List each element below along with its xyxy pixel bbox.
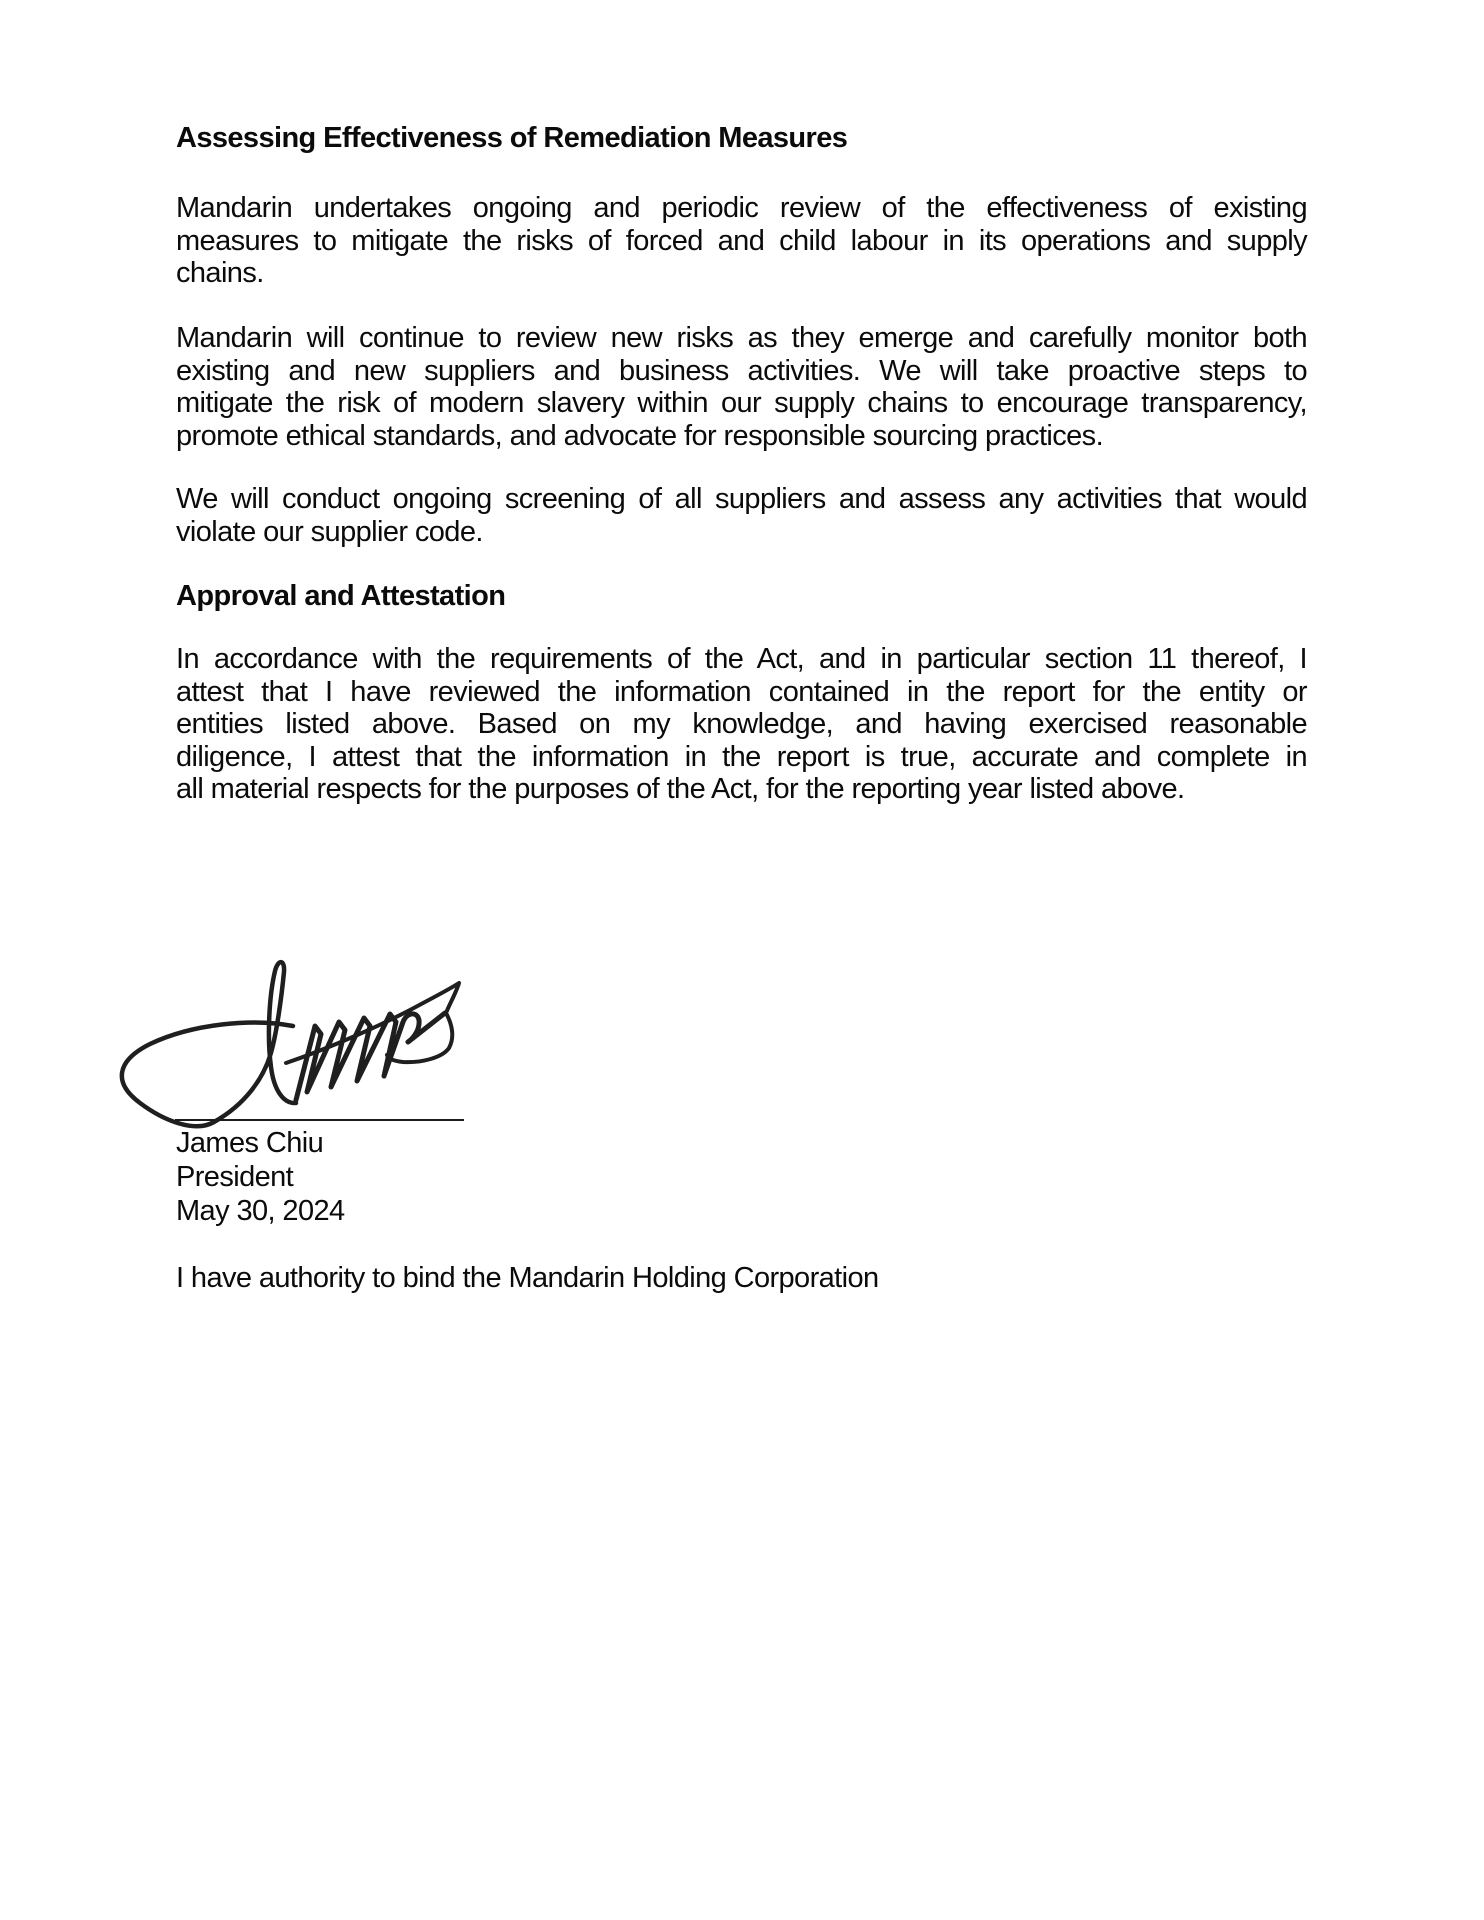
text-line: measures to mitigate the risks of forced and child labour in its operations and supply xyxy=(176,224,1307,257)
text-line: entities listed above. Based on my knowledge, and having exercised reasonable xyxy=(176,708,1307,740)
text-line: chains. xyxy=(176,257,264,289)
signature-stroke-loop xyxy=(122,962,296,1126)
signatory-block xyxy=(176,1126,345,1228)
heading-assessing-effectiveness: Assessing Effectiveness of Remediation Measures xyxy=(176,122,848,154)
paragraph-remediation-review xyxy=(176,192,1307,290)
text-line: diligence, I attest that the information in the report is true, accurate and complete in xyxy=(176,740,1307,773)
text-line: violate our supplier code. xyxy=(176,515,483,548)
paragraph-attestation xyxy=(176,643,1307,806)
signature-stroke-scribble xyxy=(296,1013,445,1100)
signature-line xyxy=(175,1119,464,1121)
text-line: Mandarin will continue to review new risks as they emerge and carefully monitor both xyxy=(176,322,1307,354)
text-line: mitigate the risk of modern slavery within our supply chains to encourage transparency, xyxy=(176,387,1307,419)
text-line: all material respects for the purposes of the Act, for the reporting year listed above. xyxy=(176,773,1185,805)
signatory-name: James Chiu xyxy=(176,1127,324,1159)
signatory-title: President xyxy=(176,1161,294,1193)
authority-statement: I have authority to bind the Mandarin Holding Corporation xyxy=(176,1262,879,1294)
text-line: promote ethical standards, and advocate for responsible sourcing practices. xyxy=(176,419,1104,452)
text-line: We will conduct ongoing screening of all suppliers and assess any activities that would xyxy=(176,483,1307,515)
text-line: existing and new suppliers and business activities. We will take proactive steps to xyxy=(176,354,1307,387)
text-line: attest that I have reviewed the information contained in the report for the entity or xyxy=(176,675,1307,708)
text-line: Mandarin undertakes ongoing and periodic review of the effectiveness of existing xyxy=(176,192,1307,224)
text-line: In accordance with the requirements of the Act, and in particular section 11 thereof, I xyxy=(176,643,1307,675)
paragraph-supplier-screening xyxy=(176,483,1307,548)
signature-date: May 30, 2024 xyxy=(176,1195,345,1227)
heading-approval-attestation: Approval and Attestation xyxy=(176,580,506,612)
paragraph-monitor-new-risks xyxy=(176,322,1307,452)
